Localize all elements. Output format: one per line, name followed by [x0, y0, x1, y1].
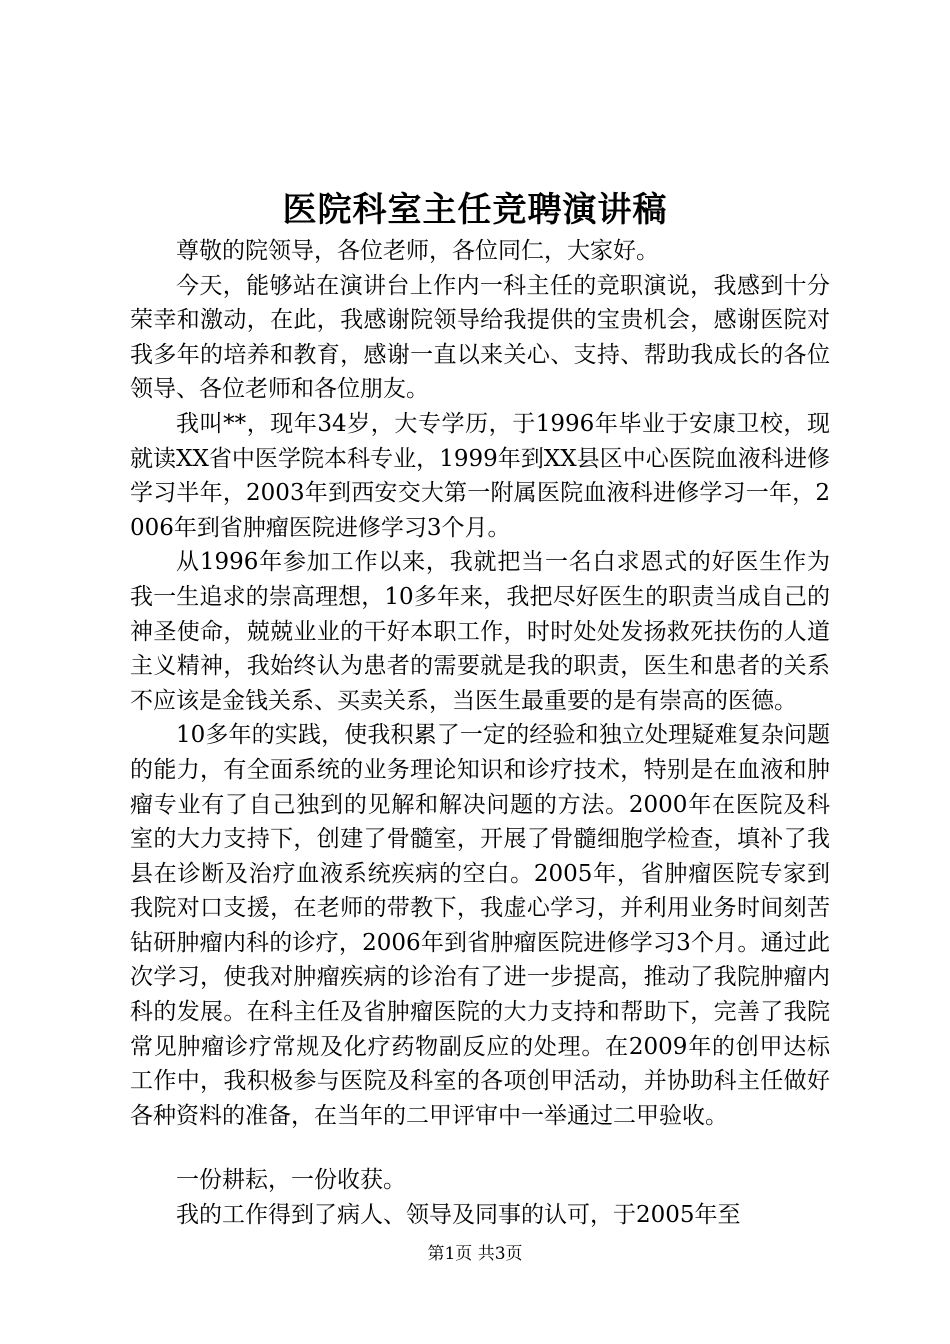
document-title: 医院科室主任竞聘演讲稿 — [282, 190, 668, 230]
paragraph-recognition: 我的工作得到了病人、领导及同事的认可，于2005年至 — [176, 1202, 741, 1229]
paragraph-harvest: 一份耕耘，一份收获。 — [176, 1167, 406, 1194]
paragraph-greeting: 尊敬的院领导，各位老师，各位同仁，大家好。 — [176, 238, 659, 264]
paragraph-experience: 10多年的实践，使我积累了一定的经验和独立处理疑难复杂问题的能力，有全面系统的业务理论知识和诊疗技术，特别是在血液和肿瘤专业有了自己独到的见解和解决问题的方法。2000年在医院及科室的大力支持下，创建了骨髓室，开展了骨髓细胞学检查，填补了我县在诊断及治疗血液系统疾病的空白。2005年，省肿瘤医院专家到我院对口支援，在老师的带教下，我虚心学习，并利用业务时间刻苦钻研肿瘤内科的诊疗，2006年到省肿瘤医院进修学习3个月。通过此次学习，使我对肿瘤疾病的诊治有了进一步提高，推动了我院肿瘤内科的发展。在科主任及省肿瘤医院的大力支持和帮助下，完善了我院常见肿瘤诊疗常规及化疗药物副反应的处理。在2009年的创甲达标工作中，我积极参与医院及科室的各项创甲活动，并协助科主任做好各种资料的准备，在当年的二甲评审中一举通过二甲验收。 — [130, 722, 830, 1129]
page-footer: 第1页 共3页 — [427, 1244, 523, 1264]
document-body — [130, 234, 830, 1233]
paragraph-background: 我叫**，现年34岁，大专学历，于1996年毕业于安康卫校，现就读XX省中医学院本科专业，1999年到XX县区中心医院血液科进修学习半年，2003年到西安交大第一附属医院血液科进修学习一年，2006年到省肿瘤医院进修学习3个月。 — [130, 410, 830, 541]
paragraph-thanks: 今天，能够站在演讲台上作内一科主任的竞职演说，我感到十分荣幸和激动，在此，我感谢院领导给我提供的宝贵机会，感谢医院对我多年的培养和教育，感谢一直以来关心、支持、帮助我成长的各位领导、各位老师和各位朋友。 — [130, 272, 830, 403]
paragraph-ideals: 从1996年参加工作以来，我就把当一名白求恩式的好医生作为我一生追求的崇高理想，10多年来，我把尽好医生的职责当成自己的神圣使命，兢兢业业的干好本职工作，时时处处发扬救死扶伤的人道主义精神，我始终认为患者的需要就是我的职责，医生和患者的关系不应该是金钱关系、买卖关系，当医生最重要的是有崇高的医德。 — [130, 549, 830, 714]
